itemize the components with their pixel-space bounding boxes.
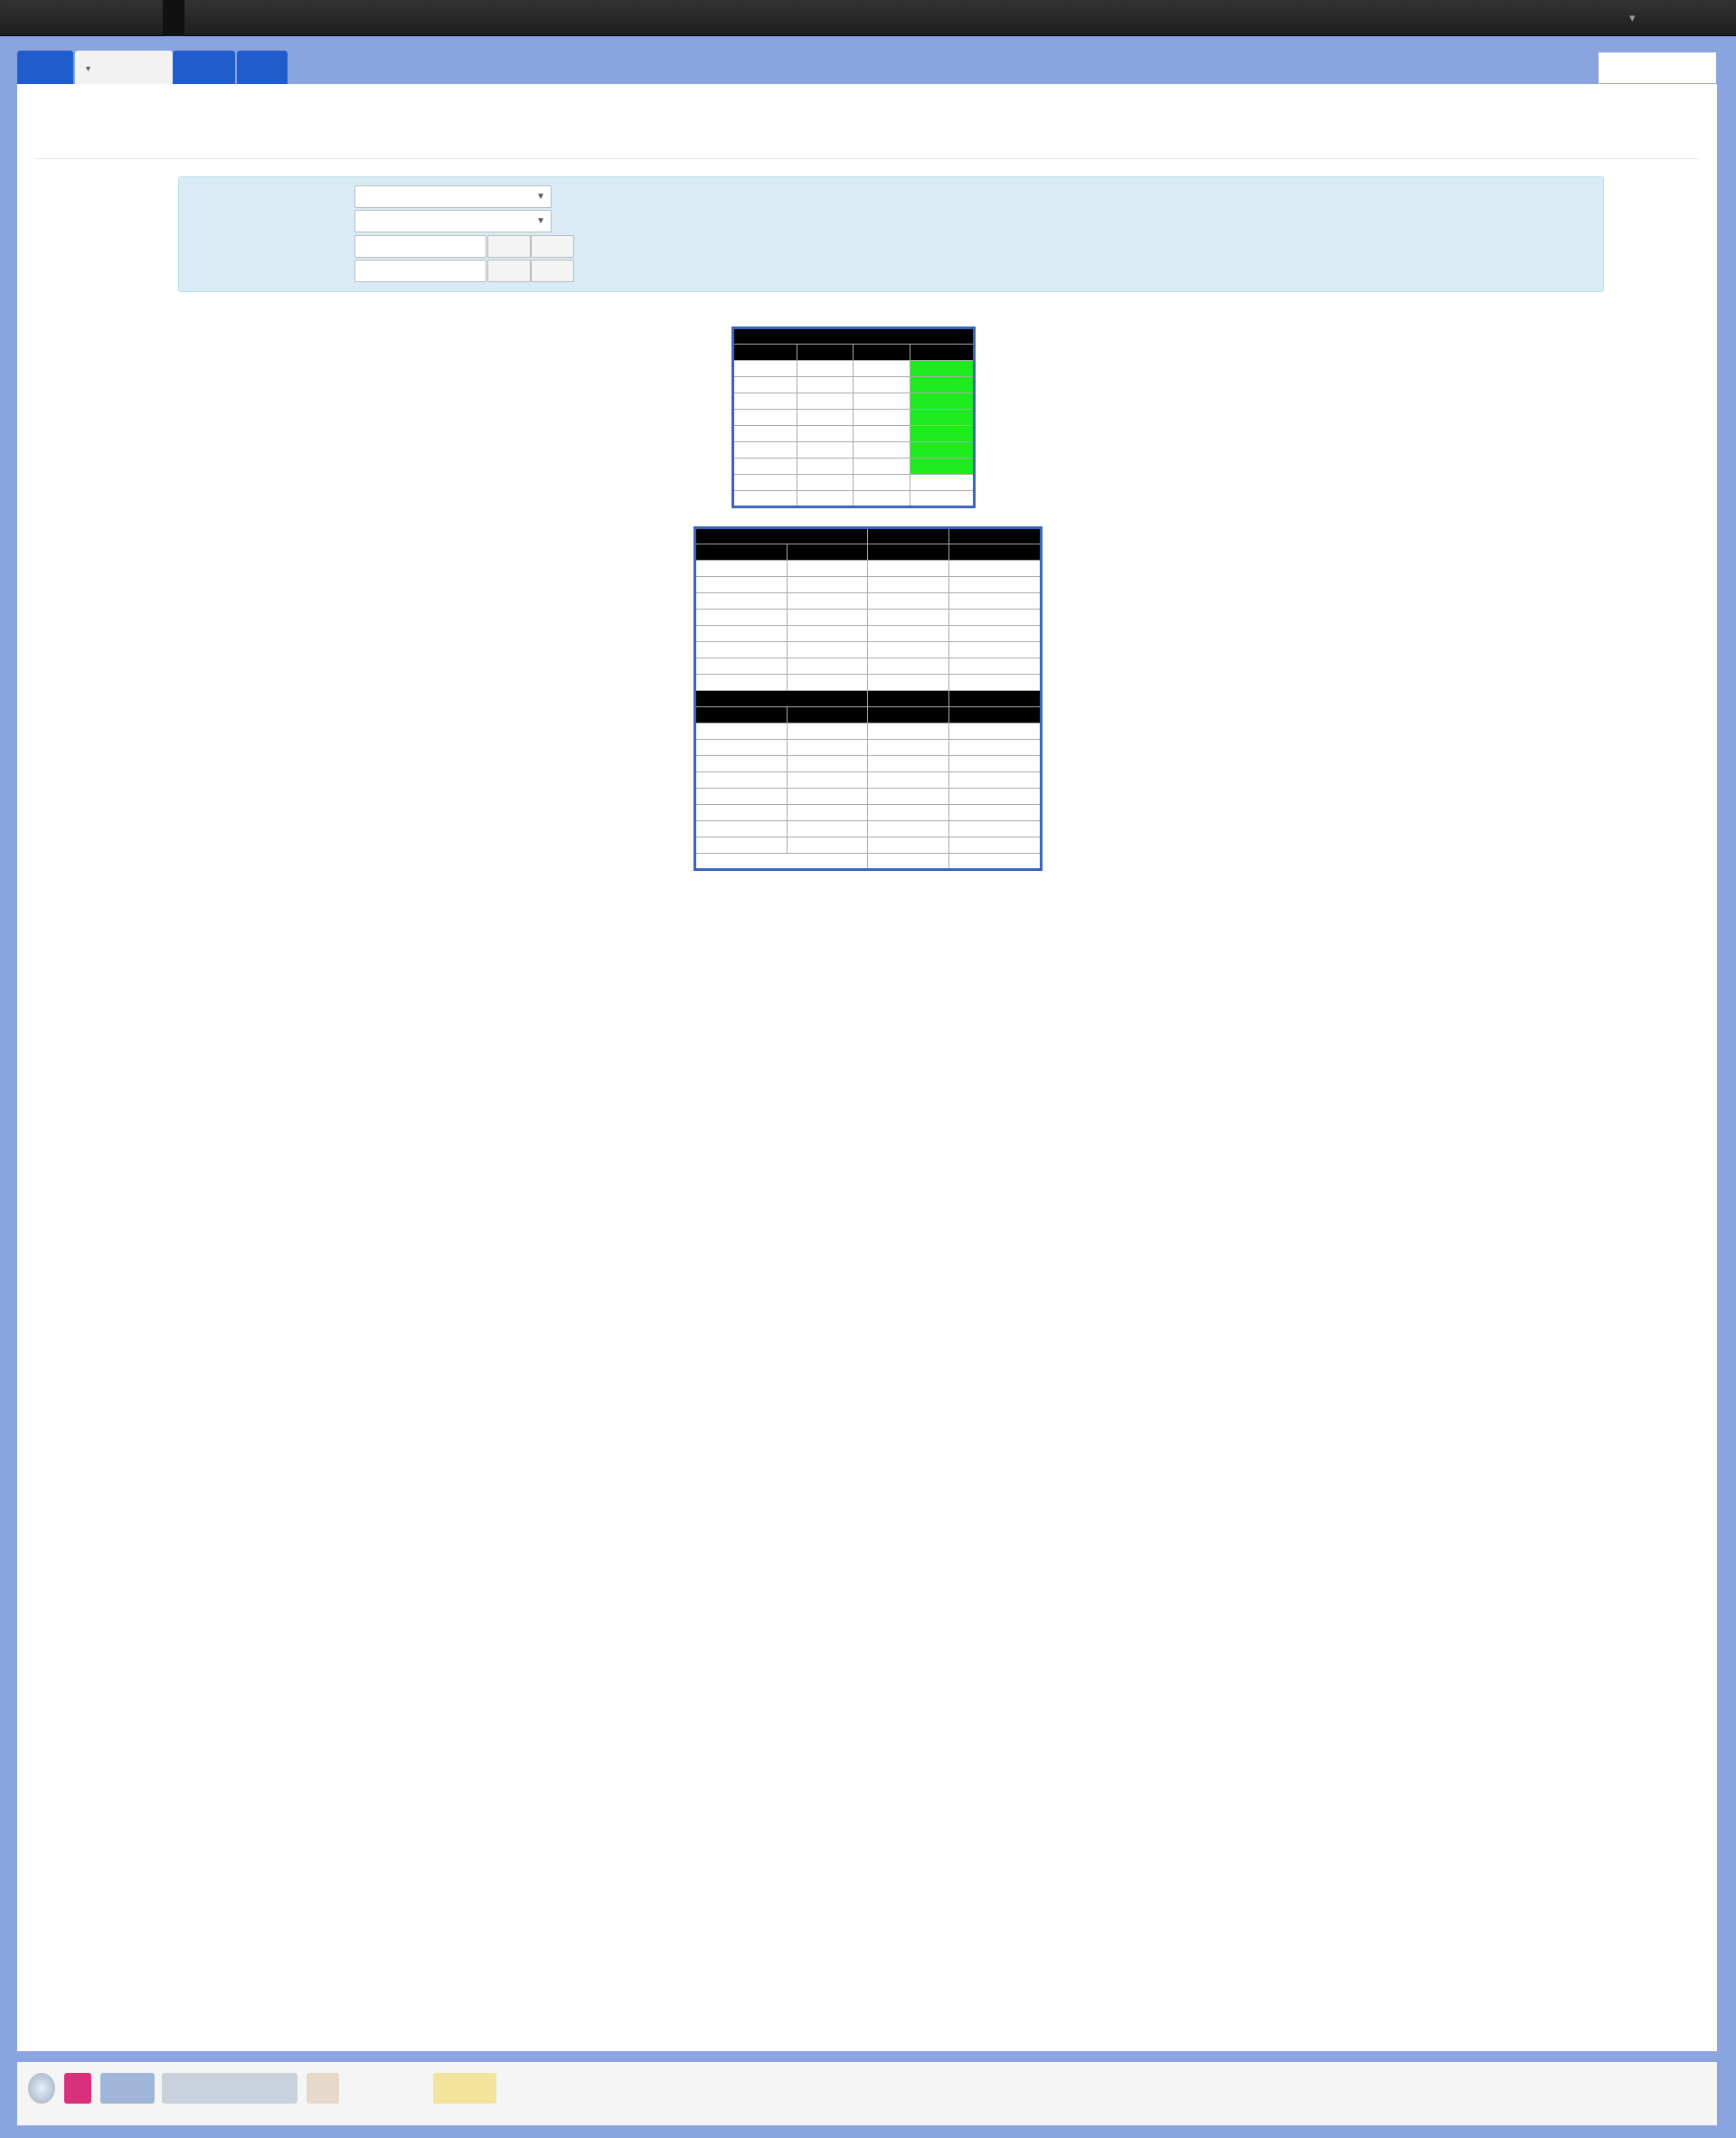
top-navbar xyxy=(0,0,1736,36)
nav-user-menu[interactable] xyxy=(1618,0,1646,36)
footer xyxy=(17,2062,1717,2125)
uva-logo xyxy=(64,2073,91,2104)
table-row xyxy=(695,805,1042,821)
table-row xyxy=(733,410,975,426)
select-first-input[interactable] xyxy=(354,235,486,258)
photons-logo xyxy=(307,2073,339,2104)
select-ph[interactable] xyxy=(354,185,552,208)
column-header xyxy=(948,691,1041,707)
table-cell xyxy=(788,724,868,740)
table-row xyxy=(695,593,1042,610)
diff-cell xyxy=(910,361,974,377)
mineco-logo xyxy=(433,2073,496,2104)
column-header xyxy=(797,345,854,361)
chevron-down-icon: ▼ xyxy=(536,192,545,202)
table-cell xyxy=(788,756,868,772)
table-cell xyxy=(788,610,868,626)
tab-data[interactable] xyxy=(173,51,235,85)
table-row xyxy=(695,772,1042,789)
selector-box xyxy=(178,176,1604,292)
table-cell xyxy=(868,642,948,658)
select-ph2[interactable] xyxy=(354,210,552,232)
calibration-table xyxy=(693,526,1043,871)
table-cell xyxy=(695,821,788,837)
table-cell xyxy=(733,442,797,459)
table-cell xyxy=(695,724,788,740)
tab-home[interactable] xyxy=(17,51,73,85)
table-cell xyxy=(868,593,948,610)
column-header xyxy=(868,691,948,707)
column-header xyxy=(868,544,948,561)
table-row xyxy=(733,491,975,507)
table-row xyxy=(695,756,1042,772)
diff-cell xyxy=(910,475,974,491)
table-cell xyxy=(868,561,948,577)
table-row xyxy=(695,642,1042,658)
table-cell xyxy=(948,675,1041,691)
table-cell xyxy=(797,491,854,507)
table-cell xyxy=(948,626,1041,642)
table-cell xyxy=(948,724,1041,740)
table-row xyxy=(695,821,1042,837)
first-next-button[interactable] xyxy=(531,235,574,258)
table-cell xyxy=(788,805,868,821)
table-cell xyxy=(733,377,797,393)
table-cell xyxy=(868,805,948,821)
last-prev-button[interactable] xyxy=(487,260,531,282)
table-cell xyxy=(868,610,948,626)
table-row xyxy=(695,724,1042,740)
table-row xyxy=(733,459,975,475)
table-cell xyxy=(788,789,868,805)
table-cell xyxy=(733,459,797,475)
table-row xyxy=(733,393,975,410)
table-cell xyxy=(854,426,910,442)
column-header xyxy=(948,528,1041,544)
nav-aeronet[interactable] xyxy=(163,0,184,36)
table-cell xyxy=(948,740,1041,756)
table-cell xyxy=(695,789,788,805)
table-row xyxy=(695,837,1042,854)
table-cell xyxy=(788,642,868,658)
column-header xyxy=(948,544,1041,561)
table-row xyxy=(695,561,1042,577)
aod-differences-table xyxy=(731,326,976,508)
table-cell xyxy=(695,642,788,658)
table-cell xyxy=(868,789,948,805)
table-cell xyxy=(868,724,948,740)
table-cell xyxy=(854,442,910,459)
table-cell xyxy=(695,593,788,610)
column-header xyxy=(788,707,868,724)
select-last-input[interactable] xyxy=(354,260,486,282)
table-cell xyxy=(854,475,910,491)
caret-down-icon: ▾ xyxy=(86,64,91,74)
tab-instruments[interactable] xyxy=(75,51,173,85)
table-row xyxy=(695,740,1042,756)
table-row xyxy=(695,626,1042,642)
column-header xyxy=(733,345,797,361)
table-cell xyxy=(854,459,910,475)
table-cell xyxy=(733,393,797,410)
column-header xyxy=(695,707,788,724)
table-cell xyxy=(854,393,910,410)
table-cell xyxy=(788,561,868,577)
caret-down-icon: ▾ xyxy=(1629,11,1636,24)
table-cell xyxy=(797,475,854,491)
table-cell xyxy=(868,837,948,854)
table-cell xyxy=(788,740,868,756)
rima-project-logo xyxy=(1599,52,1716,83)
table-cell xyxy=(868,626,948,642)
table-cell xyxy=(695,756,788,772)
table-cell xyxy=(868,675,948,691)
table-cell xyxy=(695,561,788,577)
table-cell xyxy=(733,491,797,507)
table-title xyxy=(733,328,975,345)
table-cell xyxy=(695,805,788,821)
table-row xyxy=(695,789,1042,805)
nav-system[interactable] xyxy=(1542,0,1563,36)
actris-logo xyxy=(350,2073,422,2104)
table-cell xyxy=(733,361,797,377)
nav-home[interactable] xyxy=(113,0,135,36)
tab-sites[interactable] xyxy=(237,51,288,85)
table-cell xyxy=(695,837,788,854)
aeronet-logo xyxy=(162,2073,297,2104)
table-cell xyxy=(948,577,1041,593)
column-header xyxy=(948,707,1041,724)
table-cell xyxy=(733,410,797,426)
table-cell xyxy=(868,658,948,675)
table-cell xyxy=(788,658,868,675)
main-panel xyxy=(17,84,1717,2051)
table-cell xyxy=(733,426,797,442)
table-cell xyxy=(868,756,948,772)
column-header xyxy=(854,345,910,361)
column-header xyxy=(910,345,974,361)
table-cell xyxy=(788,772,868,789)
diff-cell xyxy=(910,491,974,507)
table-row xyxy=(695,658,1042,675)
table-cell xyxy=(948,805,1041,821)
table-cell xyxy=(854,491,910,507)
table-cell xyxy=(868,740,948,756)
goa-logo xyxy=(28,2073,55,2104)
chevron-down-icon: ▼ xyxy=(536,216,545,226)
table-cell xyxy=(948,756,1041,772)
table-row xyxy=(695,577,1042,593)
table-cell xyxy=(695,610,788,626)
first-prev-button[interactable] xyxy=(487,235,531,258)
table-row xyxy=(733,442,975,459)
table-cell xyxy=(948,642,1041,658)
table-cell xyxy=(868,577,948,593)
table-cell xyxy=(948,837,1041,854)
diff-cell xyxy=(910,410,974,426)
column-header xyxy=(695,691,868,707)
table-cell xyxy=(695,740,788,756)
table-cell xyxy=(695,658,788,675)
diff-cell xyxy=(910,393,974,410)
table-cell xyxy=(797,459,854,475)
column-header xyxy=(868,707,948,724)
table-cell xyxy=(854,410,910,426)
table-cell xyxy=(948,610,1041,626)
table-cell xyxy=(948,821,1041,837)
table-cell xyxy=(695,854,868,870)
diff-cell xyxy=(910,426,974,442)
column-header xyxy=(695,544,788,561)
table-cell xyxy=(797,361,854,377)
table-row xyxy=(733,377,975,393)
table-cell xyxy=(854,377,910,393)
last-next-button[interactable] xyxy=(531,260,574,282)
table-cell xyxy=(788,577,868,593)
table-cell xyxy=(948,593,1041,610)
table-row xyxy=(733,475,975,491)
table-cell xyxy=(854,361,910,377)
table-cell xyxy=(695,577,788,593)
table-cell xyxy=(695,772,788,789)
table-row xyxy=(695,675,1042,691)
diff-cell xyxy=(910,459,974,475)
column-header xyxy=(788,544,868,561)
table-cell xyxy=(788,821,868,837)
table-cell xyxy=(788,626,868,642)
table-cell xyxy=(788,837,868,854)
table-cell xyxy=(948,854,1041,870)
table-row xyxy=(695,610,1042,626)
table-cell xyxy=(788,593,868,610)
divider xyxy=(35,158,1699,159)
diff-cell xyxy=(910,442,974,459)
table-cell xyxy=(948,561,1041,577)
table-cell xyxy=(695,626,788,642)
table-cell xyxy=(797,393,854,410)
table-cell xyxy=(797,442,854,459)
rimo-logo xyxy=(100,2073,155,2104)
table-cell xyxy=(797,426,854,442)
table-cell xyxy=(868,821,948,837)
table-row xyxy=(733,426,975,442)
table-cell xyxy=(788,675,868,691)
diff-cell xyxy=(910,377,974,393)
table-row xyxy=(733,361,975,377)
column-header xyxy=(868,528,948,544)
table-cell xyxy=(695,675,788,691)
table-cell xyxy=(868,772,948,789)
nav-aeropa[interactable] xyxy=(222,0,244,36)
table-cell xyxy=(948,789,1041,805)
table-cell xyxy=(948,658,1041,675)
table-cell xyxy=(797,377,854,393)
table-cell xyxy=(948,772,1041,789)
table-cell xyxy=(868,854,948,870)
table-cell xyxy=(797,410,854,426)
table-cell xyxy=(733,475,797,491)
column-header xyxy=(695,528,868,544)
